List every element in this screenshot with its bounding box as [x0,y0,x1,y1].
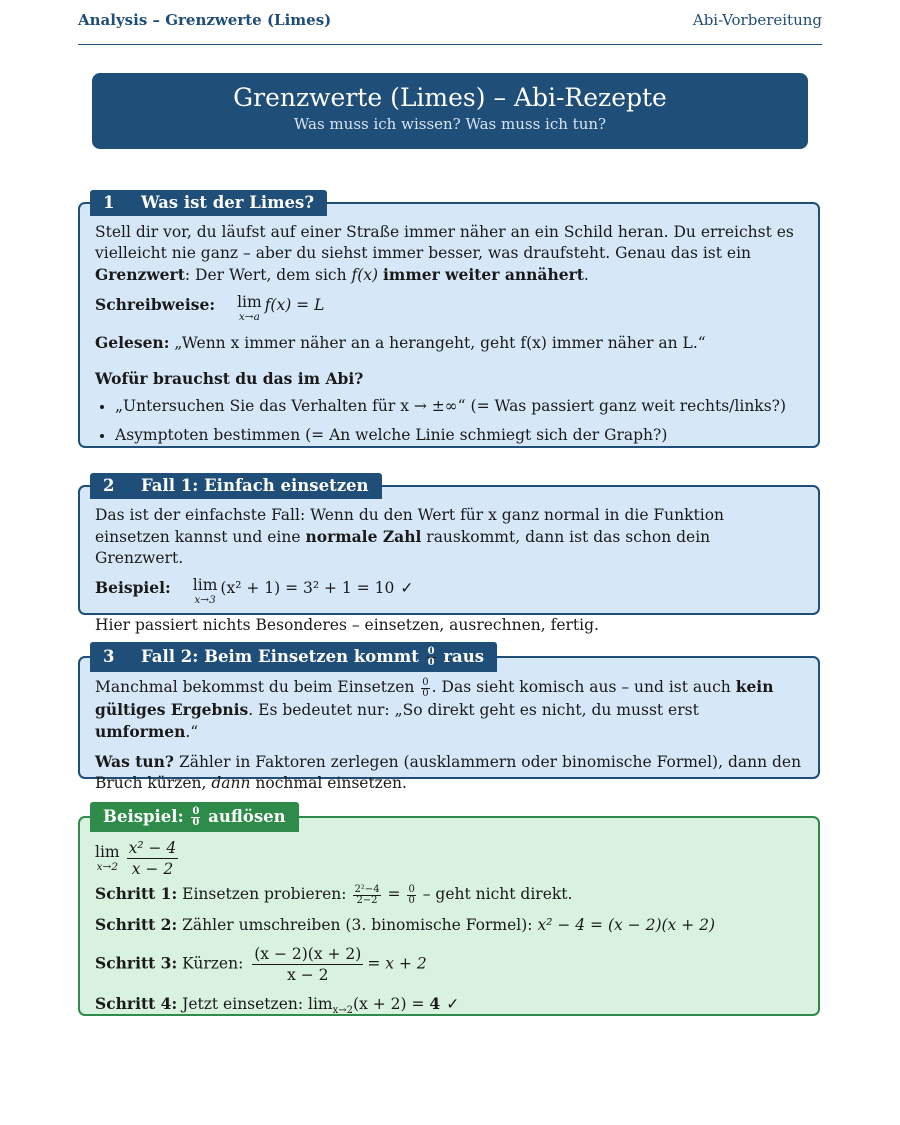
list-item: • Asymptoten bestimmen (= An welche Linie schmiegt sich der Graph?) [115,425,803,446]
page-subtitle: Was muss ich wissen? Was muss ich tun? [293,115,607,133]
section-tab: 1 Was ist der Limes? [90,190,327,216]
check-icon: ✓ [446,994,460,1013]
abi-usage-heading: Wofür brauchst du das im Abi? [95,369,364,388]
example-tab: Beispiel: $\frac{0}{0}$ auflösen [90,802,299,832]
section-case-zero-over-zero [78,646,820,792]
section-limes-definition [78,193,820,448]
case1-example: Beispiel: lim x→3 (x² + 1) = 3² + 1 = 10 ✓ [95,576,414,606]
example-limit: lim x→2 $\frac{\text{x² − 4}}{x - 2}$ [95,839,177,878]
case2-paragraph: Manchmal bekommst du beim Einsetzen $\frac{0}{0}$ . Das sieht komisch aus – und ist auch kein gültiges Ergebnis. Es bedeutet nur: „So direkt geht es nicht, du musst erst umformen.“ [95,676,774,741]
step-3: Schritt 3: Kürzen: $\frac{(x - 2)(x + 2)}{x - 2}$ = x + 2 [95,944,427,984]
title-banner [92,73,808,149]
section-tab: 2 Fall 1: Einfach einsetzen [90,473,382,499]
page-title: Grenzwerte (Limes) – Abi-Rezepte [233,83,667,112]
example-zero-over-zero [78,806,820,1016]
header-title: Analysis – Grenzwerte (Limes) [78,11,332,29]
intro-paragraph: Stell dir vor, du läufst auf einer Straße immer näher an ein Schild heran. Du erreichst es vielleicht nie ganz – aber du siehst immer besser, was draufsteht. Genau das ist ein Grenzwert: Der Wert, dem sich f(x) immer weiter annähert. [95,223,794,284]
notation-line: Schreibweise: lim x→a f(x) = L [95,293,325,323]
abi-usage-list [95,396,803,446]
section-case-substitute [78,476,820,634]
step-1: Schritt 1: Einsetzen probieren: $\frac{\text{2²−4}}{2-2}$ = $\frac{0}{0}$ – geht nicht direkt. [95,883,573,906]
list-item: • „Untersuchen Sie das Verhalten für x → ±∞“ (= Was passiert ganz weit rechts/links?) [115,396,803,417]
case2-todo: Was tun? Zähler in Faktoren zerlegen (ausklammern oder binomische Formel), dann den Bruch kürzen, dann nochmal einsetzen. [95,751,802,792]
case1-closing: Hier passiert nichts Besonderes – einsetzen, ausrechnen, fertig. [95,616,599,634]
header-divider [78,44,822,45]
check-icon: ✓ [400,579,414,597]
step-2: Schritt 2: Zähler umschreiben (3. binomische Formel): x² − 4 = (x − 2)(x + 2) [95,914,716,934]
reading-line: Gelesen: „Wenn x immer näher an a herangeht, geht f(x) immer näher an L.“ [95,333,706,352]
header-subtitle: Abi-Vorbereitung [692,11,822,29]
case1-paragraph: Das ist der einfachste Fall: Wenn du den Wert für x ganz normal in die Funktion einsetzen kannst und eine normale Zahl rauskommt, dann ist das schon dein Grenzwert. [95,506,725,567]
step-4: Schritt 4: Jetzt einsetzen: $\lim_{x\to 2}(x + 2) = 4$ ✓ [95,993,460,1016]
section-tab: 3 Fall 2: Beim Einsetzen kommt $\frac{0}{0}$ raus [90,642,497,672]
